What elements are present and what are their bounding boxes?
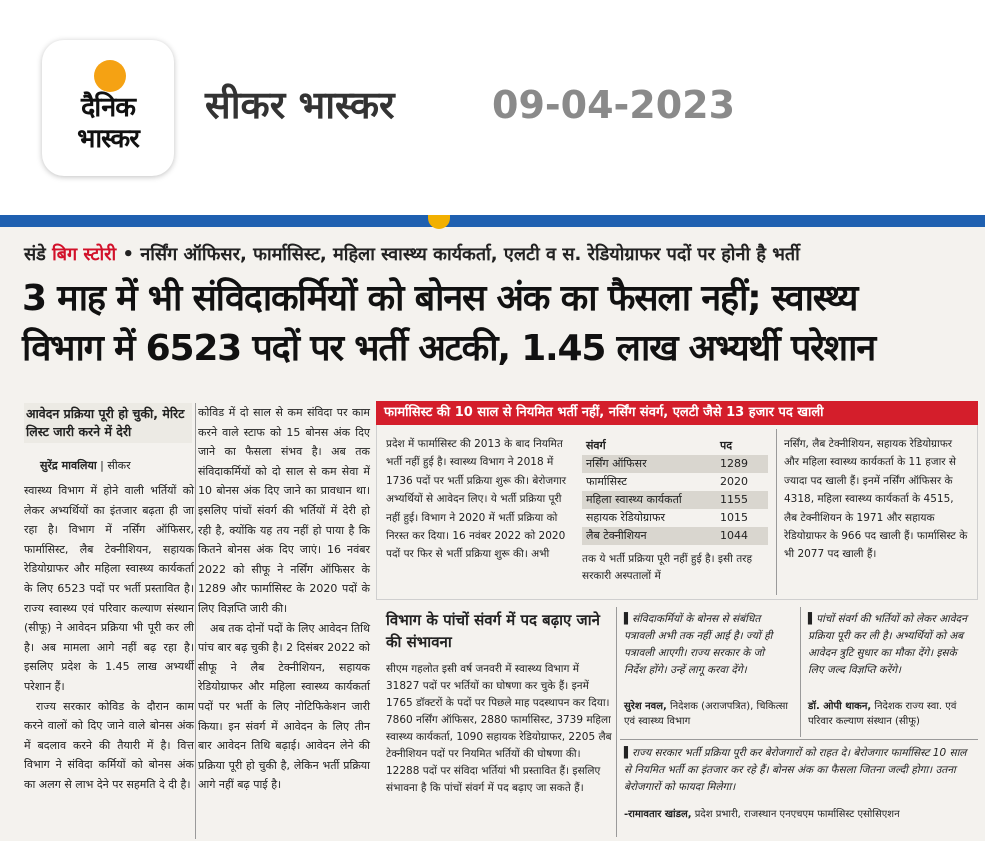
- byline: सुरेंद्र मावलिया | सीकर: [40, 459, 131, 472]
- quote-3-attribution: [624, 807, 980, 822]
- column-divider: [776, 429, 777, 595]
- quote-2-attribution: [808, 699, 976, 729]
- quote-bar-icon: ▌: [624, 747, 633, 759]
- posts-table: [582, 437, 768, 545]
- table-header-cell: संवर्ग: [586, 439, 606, 452]
- quote-title: निदेशक राज्य स्वा. एवं परिवार कल्याण संस्थान (सीफू): [808, 701, 957, 727]
- logo-word-bhaskar: भास्कर: [77, 124, 139, 154]
- table-header: [582, 437, 768, 455]
- table-cell-name: लैब टेक्नीशियन: [586, 529, 647, 542]
- quote-title: प्रदेश प्रभारी, राजस्थान एनएचएम फार्मासिस्ट एसोसिएशन: [694, 809, 900, 820]
- quote-text: संविदाकर्मियों के बोनस से संबंधित पत्रावली अभी तक नहीं आई है। ज्यों ही पत्रावली आएगी। राज्य सरकार के जो निर्देश होंगे। उन्हें लागू करवा देंगे।: [624, 613, 773, 676]
- article-paragraph: राज्य सरकार कोविड के दौरान काम करने वालों को दिए जाने वाले बोनस अंक में बदलाव करने की तैयारी में है। वित्त विभाग ने संविदा कर्मियों को बोनस अंक का अलग से लाभ देने पर सहमति दे दी है।: [24, 699, 194, 791]
- table-row: [582, 455, 768, 473]
- quote-1: [624, 611, 784, 679]
- sidebar-banner: फार्मासिस्ट की 10 साल से नियमित भर्ती नहीं, नर्सिंग संवर्ग, एलटी जैसे 13 हजार पद खाली: [376, 401, 978, 425]
- section-divider: [620, 739, 978, 740]
- newspaper-clipping[interactable]: [0, 215, 985, 841]
- article-paragraph: स्वास्थ्य विभाग में होने वाली भर्तियों को लेकर अभ्यर्थियों का इंतजार बढ़ता ही जा रहा है। विभाग में नर्सिंग ऑफिसर, फार्मासिस्ट, लैब टेक्नीशियन, सहायक रेडियोग्राफर और महिला स्वास्थ्य कार्यकर्ता के लिए 6523 पदों पर भर्ती प्रस्तावित है। राज्य स्वास्थ्य एवं परिवार कल्याण संस्थान (सीफू) ने आवेदन प्रक्रिया भी पूरी कर ली है। अब मामला आगे नहीं बढ़ रहा है। इसलिए प्रदेश के 1.45 लाख अभ्यर्थी परेशान हैं।: [24, 484, 194, 693]
- app-header: [0, 0, 985, 215]
- quote-1-attribution: [624, 699, 794, 729]
- table-row: [582, 509, 768, 527]
- article-paragraph: अब तक दोनों पदों के लिए आवेदन तिथि पांच बार बढ़ चुकी है। 2 दिसंबर 2022 को सीफू ने लैब टेक्नीशियन, सहायक रेडियोग्राफर और महिला स्वास्थ्य कार्यकर्ता पदों पर भर्ती के लिए नोटिफिकेशन जारी किया। इन संवर्ग में आवेदन के लिए तीन बार आवेदन तिथि बढ़ाई। आवेदन लेने की प्रक्रिया पूरी हो चुकी है, लेकिन भर्ती प्रक्रिया आगे नहीं बढ़ पाई है।: [198, 621, 370, 792]
- table-cell-posts: 2020: [720, 475, 748, 488]
- quote-name: सुरेश नवल,: [624, 701, 667, 712]
- quote-name: डॉ. ओपी थाकन,: [808, 701, 872, 712]
- article-paragraph: कोविड में दो साल से कम संविदा पर काम करने वाले स्टाफ को 15 बोनस अंक दिए जाने का फैसला संभव है। अब तक संविदाकर्मियों को दो साल से कम सेवा में 10 बोनस अंक दिए जाने का प्रावधान था। इसलिए पांचों संवर्ग की भर्तियों में देरी हो रही है, क्योंकि यह तय नहीं हो पाया है कि कितने बोनस अंक दिए जाएं। 16 नवंबर 2022 को सीफू ने नर्सिंग ऑफिसर के 1289 और फार्मासिस्ट के 2020 पदों के लिए विज्ञप्ति जारी की।: [198, 406, 370, 615]
- table-cell-posts: 1155: [720, 493, 748, 506]
- quote-3: [624, 745, 972, 796]
- quote-2: [808, 611, 970, 679]
- column-divider: [616, 607, 617, 837]
- table-cell-name: नर्सिंग ऑफिसर: [586, 457, 647, 470]
- sidebar-column-2: तक ये भर्ती प्रक्रिया पूरी नहीं हुई है। इसी तरह सरकारी अस्पतालों में: [582, 553, 753, 582]
- headline-line-2: विभाग में 6523 पदों पर भर्ती अटकी, 1.45 लाख अभ्यर्थी परेशान: [22, 328, 876, 369]
- table-cell-name: महिला स्वास्थ्य कार्यकर्ता: [586, 493, 682, 506]
- sidebar-column-3: नर्सिंग, लैब टेक्नीशियन, सहायक रेडियोग्राफर और महिला स्वास्थ्य कार्यकर्ता के 11 हजार से ज्यादा पद खाली हैं। इनमें नर्सिंग ऑफिसर के 4318, महिला स्वास्थ्य कार्यकर्ता के 4515, लैब टेक्नीशियन के 1971 और सहायक रेडियोग्राफर के 966 पद खाली हैं। फार्मासिस्ट के भी 2077 पद खाली हैं।: [784, 438, 968, 561]
- logo-word-dainik: दैनिक: [80, 92, 136, 123]
- kicker-text: • नर्सिंग ऑफिसर, फार्मासिस्ट, महिला स्वास्थ्य कार्यकर्ता, एलटी व स. रेडियोग्राफर पदों पर होनी है भर्ती: [122, 244, 800, 265]
- table-cell-posts: 1289: [720, 457, 748, 470]
- column-divider: [195, 403, 196, 839]
- page-top-band: [0, 215, 985, 227]
- table-row: [582, 527, 768, 545]
- dainik-bhaskar-logo[interactable]: [42, 40, 174, 176]
- table-row: [582, 491, 768, 509]
- headline-line-1: 3 माह में भी संविदाकर्मियों को बोनस अंक का फैसला नहीं; स्वास्थ्य: [22, 278, 858, 319]
- story-kicker: [24, 243, 969, 267]
- table-cell-name: फार्मासिस्ट: [586, 475, 627, 488]
- sidebar-column-1: प्रदेश में फार्मासिस्ट की 2013 के बाद नियमित भर्ती नहीं हुई है। स्वास्थ्य विभाग ने 2018 में 1736 पदों पर भर्ती प्रक्रिया शुरू की। बेरोजगार अभ्यर्थियों से आवेदन लिए। ये भर्ती प्रक्रिया पूरी नहीं हुई। विभाग ने 2020 में भर्ती प्रक्रिया को निरस्त कर दिया। 16 नवंबर 2022 को 2020 पदों पर फिर से भर्ती प्रक्रिया शुरू की। अभी: [386, 438, 567, 561]
- sub-story-body: सीएम गहलोत इसी वर्ष जनवरी में स्वास्थ्य विभाग में 31827 पदों पर भर्तियों का घोषणा कर चुके हैं। इनमें 1765 डॉक्टरों के पदों पर पिछले माह पदस्थापन कर दिया। 7860 नर्सिंग ऑफिसर, 2880 फार्मासिस्ट, 3739 महिला स्वास्थ्य कार्यकर्ता, 1090 सहायक रेडियोग्राफर, 2205 लैब टेक्नीशियन पदों पर नियमित भर्तियों की घोषणा की। 12288 पदों पर संविदा भर्तियां भी प्रस्तावित हैं। इसलिए संभावना है कि पांचों संवर्ग में पद बढ़ाए जा सकते हैं।: [386, 663, 612, 794]
- article-column-1: [24, 481, 194, 795]
- article-column-2: [198, 403, 370, 795]
- edition-name: सीकर भास्कर: [205, 83, 395, 127]
- quote-text: राज्य सरकार भर्ती प्रक्रिया पूरी कर बेरोजगारों को राहत दे। बेरोजगार फार्मासिस्ट 10 साल से नियमित भर्ती का इंतजार कर रहे हैं। बोनस अंक का फैसला जितना जल्दी होगा। उतना बेरोजगारों को फायदा मिलेगा।: [624, 747, 967, 793]
- column-divider: [800, 607, 801, 737]
- sun-icon: [94, 60, 126, 92]
- table-cell-name: सहायक रेडियोग्राफर: [586, 511, 665, 524]
- quote-name: -रामावतार खांडल,: [624, 809, 692, 820]
- masthead-badge-icon: [428, 215, 450, 229]
- byline-place: सीकर: [107, 459, 131, 472]
- sub-deck: आवेदन प्रक्रिया पूरी हो चुकी, मेरिट लिस्ट जारी करने में देरी: [24, 403, 192, 443]
- table-cell-posts: 1015: [720, 511, 748, 524]
- byline-name: सुरेंद्र मावलिया: [40, 459, 97, 472]
- quote-bar-icon: ▌: [808, 613, 817, 625]
- table-cell-posts: 1044: [720, 529, 748, 542]
- kicker-label: संडे: [24, 244, 46, 265]
- kicker-highlight: बिग स्टोरी: [52, 244, 117, 265]
- quote-text: पांचों संवर्ग की भर्तियों को लेकर आवेदन प्रक्रिया पूरी कर ली है। अभ्यर्थियों को अब आवेदन त्रुटि सुधार का मौका देंगे। इसके लिए जल्द विज्ञप्ति करेंगे।: [808, 613, 967, 676]
- edition-date: 09-04-2023: [492, 83, 736, 127]
- quote-bar-icon: ▌: [624, 613, 633, 625]
- quote-title: निदेशक (अराजपत्रित), चिकित्सा एवं स्वास्थ्य विभाग: [624, 701, 788, 727]
- table-row: [582, 473, 768, 491]
- sub-heading: विभाग के पांचों संवर्ग में पद बढ़ाए जाने की संभावना: [386, 611, 600, 651]
- table-header-cell: पद: [720, 439, 733, 452]
